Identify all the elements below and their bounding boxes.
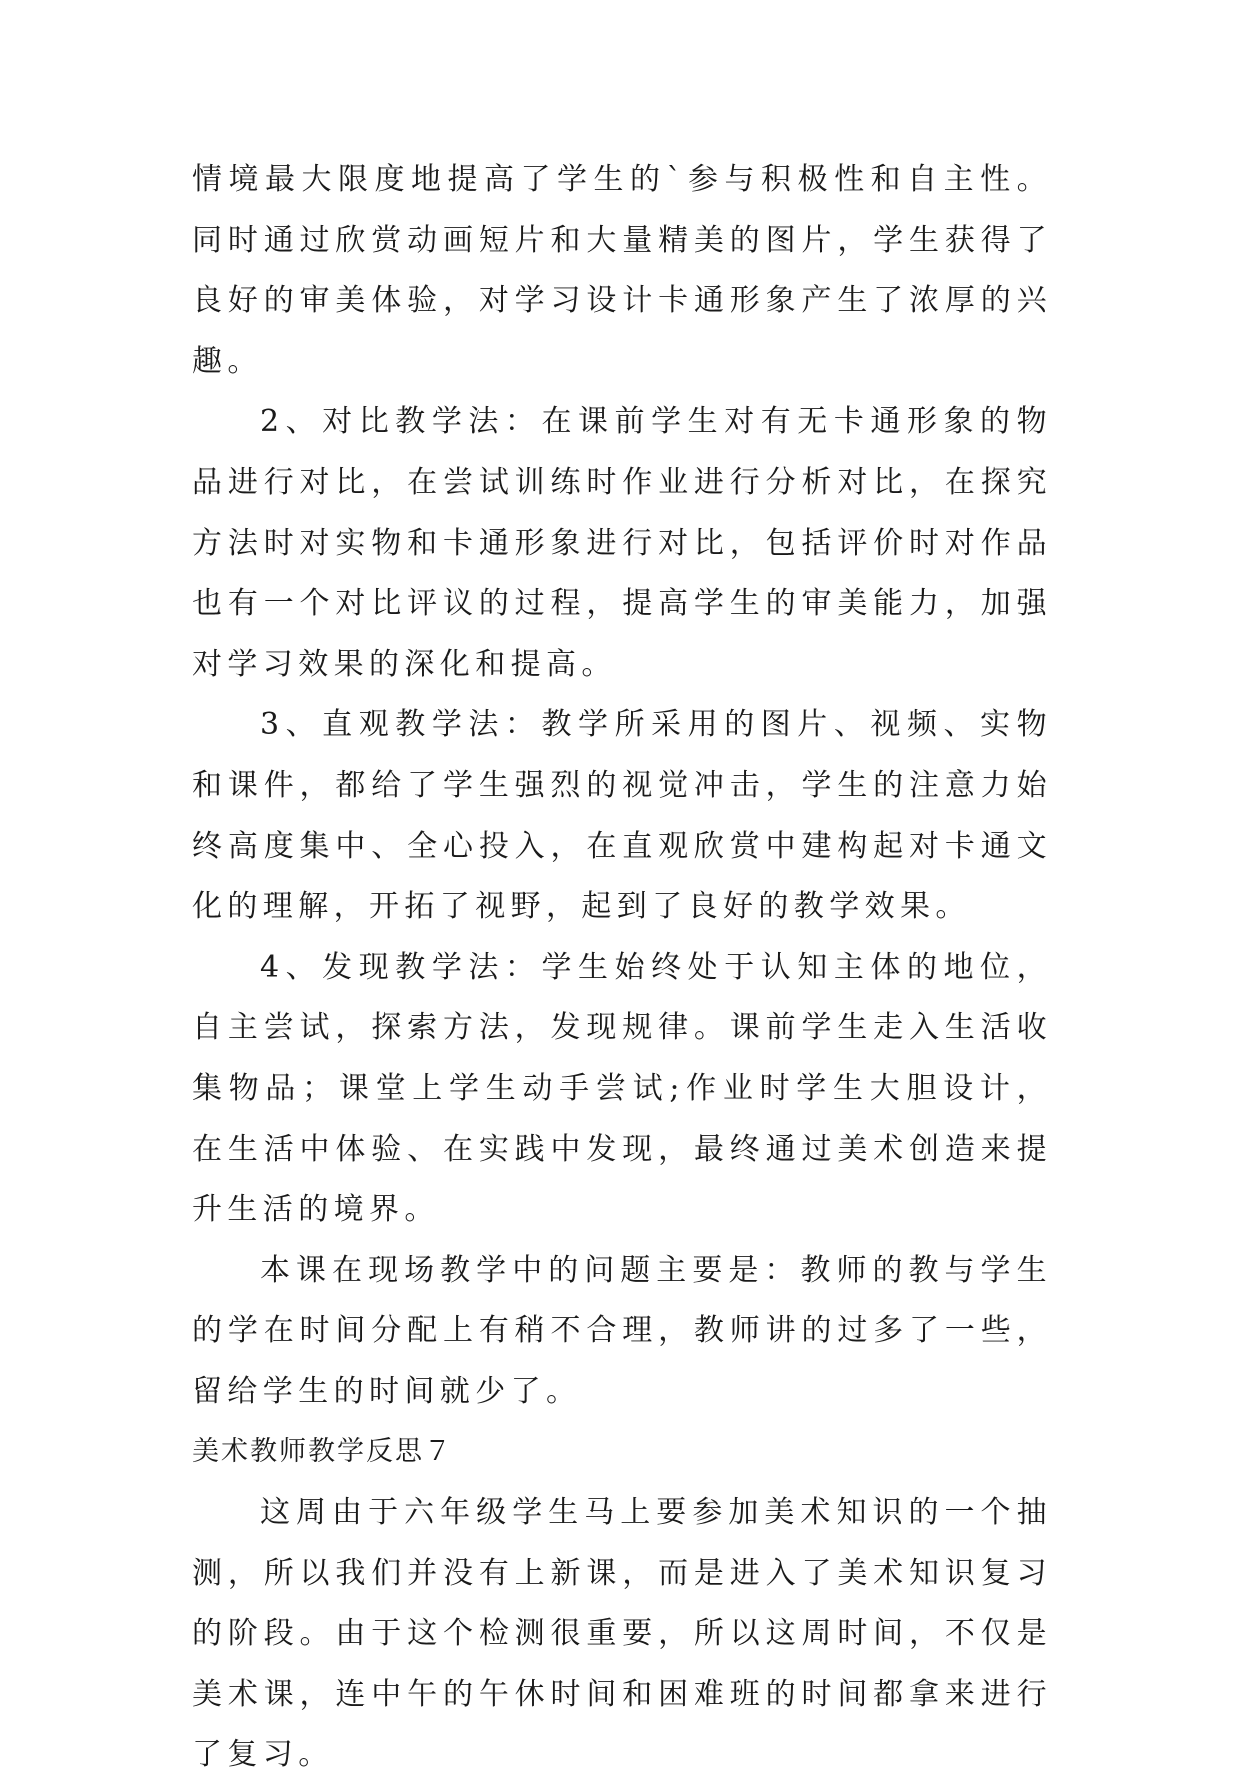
paragraph-problems: 本课在现场教学中的问题主要是：教师的教与学生的学在时间分配上有稍不合理，教师讲的过多了一些，留给学生的时间就少了。 xyxy=(192,1252,1052,1409)
paragraph-contrast-method: 2、对比教学法：在课前学生对有无卡通形象的物品进行对比，在尝试训练时作业进行分析对比，在探究方法时对实物和卡通形象进行对比，包括评价时对作品也有一个对比评议的过程，提高学生的审美能力，加强对学习效果的深化和提高。 xyxy=(192,404,1052,682)
paragraph-intro-continuation: 情境最大限度地提高了学生的`参与积极性和自主性。同时通过欣赏动画短片和大量精美的图片，学生获得了良好的审美体验，对学习设计卡通形象产生了浓厚的兴趣。 xyxy=(192,162,1052,379)
paragraph-section-body: 这周由于六年级学生马上要参加美术知识的一个抽测，所以我们并没有上新课，而是进入了美术知识复习的阶段。由于这个检测很重要，所以这周时间，不仅是美术课，连中午的午休时间和困难班的时间都拿来进行了复习。 xyxy=(192,1495,1052,1773)
paragraph-discovery-method: 4、发现教学法：学生始终处于认知主体的地位，自主尝试，探索方法，发现规律。课前学生走入生活收集物品；课堂上学生动手尝试;作业时学生大胆设计，在生活中体验、在实践中发现，最终通过美术创造来提升生活的境界。 xyxy=(192,949,1052,1228)
section-title: 美术教师教学反思７ xyxy=(192,1436,453,1468)
paragraph-visual-method: 3、直观教学法：教学所采用的图片、视频、实物和课件，都给了学生强烈的视觉冲击，学生的注意力始终高度集中、全心投入，在直观欣赏中建构起对卡通文化的理解，开拓了视野，起到了良好的教学效果。 xyxy=(192,707,1052,925)
document-page xyxy=(192,150,1052,1786)
